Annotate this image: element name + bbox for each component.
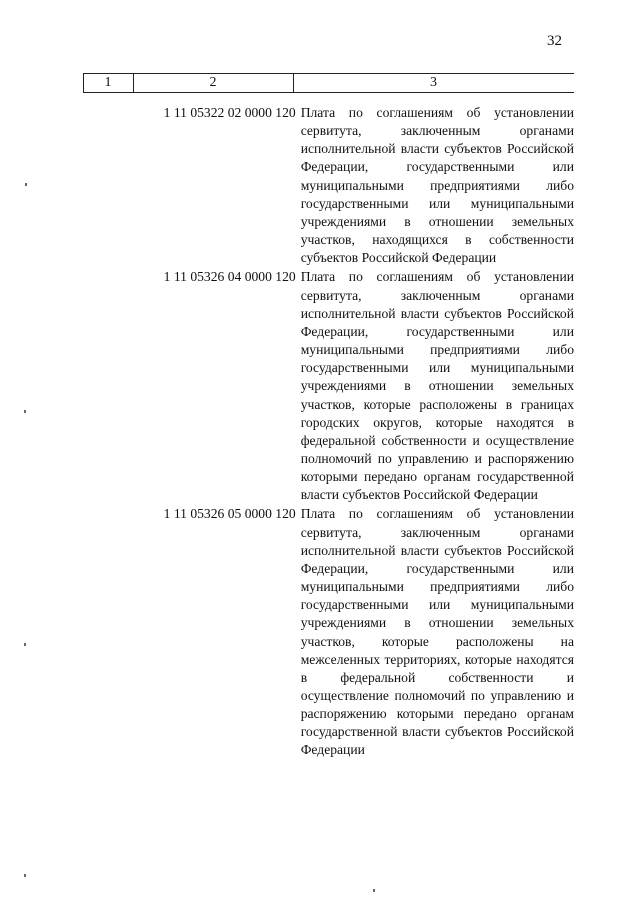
table-body (83, 104, 574, 760)
table-row (83, 505, 574, 759)
scan-speck (373, 889, 375, 892)
header-col-2: 2 (209, 75, 217, 90)
table-row (83, 268, 574, 504)
row-description: Плата по соглашениям об установлении сервитута, заключенным органами исполнительной власти субъектов Российской Федерации, государственными или муниципальными предприятиями либо государственными или муниципальными учреждениями в отношении земельных участков, которые расположены на межселенных территориях, которые находятся в федеральной собственности и осуществление полномочий по управлению и распоряжению которыми передано органам государственной власти субъектов Российской Федерации (300, 506, 574, 758)
table-row (83, 104, 574, 267)
row-description: Плата по соглашениям об установлении сервитута, заключенным органами исполнительной власти субъектов Российской Федерации, государственными или муниципальными предприятиями либо государственными или муниципальными учреждениями в отношении земельных участков, которые расположены в границах городских округов, которые находятся в федеральной собственности и осуществление полномочий по управлению и распоряжению которыми передано органам государственной власти субъектов Российской Федерации (300, 269, 574, 503)
scan-speck (24, 410, 26, 413)
budget-code: 1 11 05326 04 0000 120 (163, 269, 296, 285)
header-col-1: 1 (104, 75, 112, 90)
scan-speck (25, 183, 27, 186)
row-description: Плата по соглашениям об установлении сервитута, заключенным органами исполнительной власти субъектов Российской Федерации, государственными или муниципальными предприятиями либо государственными или муниципальными учреждениями в отношении земельных участков, находящихся в собственности субъектов Российской Федерации (300, 105, 574, 266)
budget-code: 1 11 05326 05 0000 120 (163, 506, 296, 522)
header-col-3: 3 (430, 75, 437, 90)
page-number: 32 (547, 33, 562, 49)
scan-speck (24, 874, 26, 877)
budget-code: 1 11 05322 02 0000 120 (163, 105, 296, 120)
table-header (83, 73, 574, 93)
scan-speck (24, 643, 26, 646)
